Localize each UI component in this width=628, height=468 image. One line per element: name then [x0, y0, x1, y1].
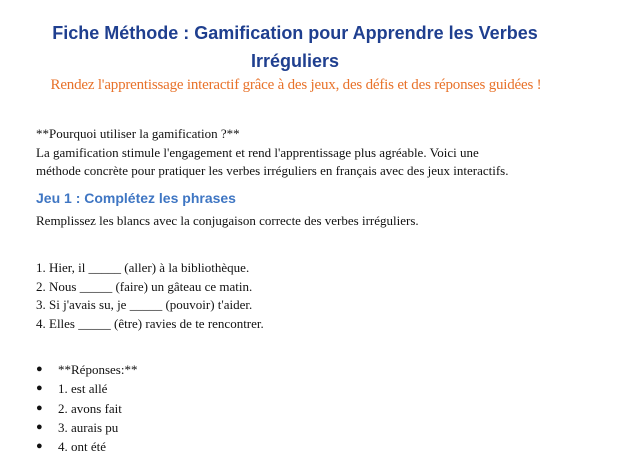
section-heading-game-1: Jeu 1 : Complétez les phrases — [36, 190, 236, 206]
bullet-icon: ● — [36, 420, 43, 433]
answer-item — [36, 437, 137, 456]
answer-text: 4. ont été — [58, 439, 107, 455]
bullet-icon: ● — [36, 401, 43, 414]
bullet-icon: ● — [36, 382, 43, 395]
answer-text: 3. aurais pu — [58, 419, 119, 435]
answer-text: 1. est allé — [58, 381, 108, 397]
answer-heading-item — [36, 360, 137, 379]
page-subtitle: Rendez l'apprentissage interactif grâce à des jeux, des défis et des réponses guidées ! — [50, 77, 542, 93]
bullet-icon: ● — [36, 363, 43, 375]
page-title-line-1: Fiche Méthode : Gamification pour Apprendre les Verbes — [52, 23, 538, 43]
question-list — [36, 259, 264, 333]
question-item: 3. Si j'avais su, je _____ (pouvoir) t'aider. — [36, 297, 253, 312]
question-item: 1. Hier, il _____ (aller) à la bibliothèque. — [36, 260, 250, 275]
answer-item — [36, 418, 137, 437]
intro-paragraph — [36, 125, 596, 181]
bullet-icon: ● — [36, 440, 43, 453]
intro-line-2: méthode concrète pour pratiquer les verbes irréguliers en français avec des jeux interactifs. — [36, 163, 509, 178]
intro-heading: **Pourquoi utiliser la gamification ?** — [36, 126, 240, 141]
game-1-instruction: Remplissez les blancs avec la conjugaison correcte des verbes irréguliers. — [36, 213, 419, 228]
page-title-line-2: Irréguliers — [250, 51, 340, 71]
intro-line-1: La gamification stimule l'engagement et rend l'apprentissage plus agréable. Voici une — [36, 144, 479, 160]
question-item: 4. Elles _____ (être) ravies de te rencontrer. — [36, 315, 264, 331]
question-item: 2. Nous _____ (faire) un gâteau ce matin. — [36, 278, 253, 294]
answer-item — [36, 379, 137, 398]
answer-item — [36, 399, 137, 418]
answer-text: 2. avons fait — [58, 400, 122, 416]
answer-list — [36, 360, 137, 456]
answers-heading: **Réponses:** — [58, 362, 138, 377]
